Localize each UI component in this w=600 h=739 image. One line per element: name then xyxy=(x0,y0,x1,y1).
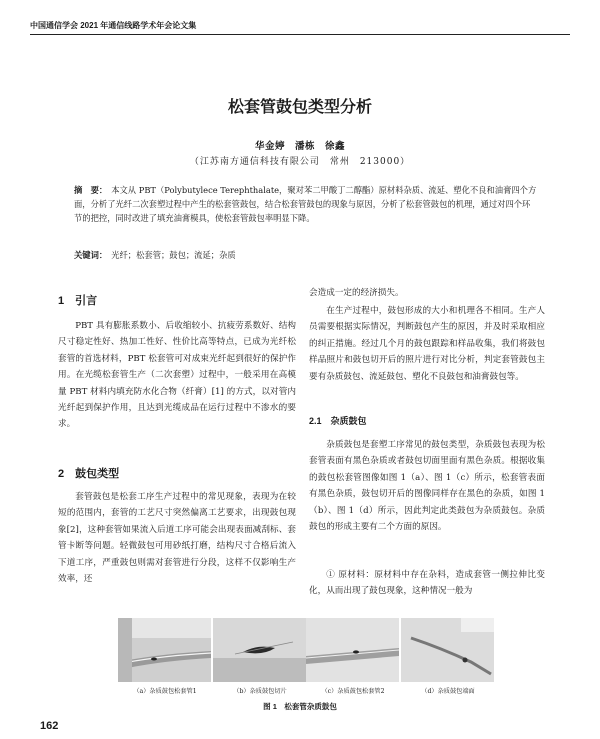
figure-1d-caption: （d）杂质鼓包端面 xyxy=(421,688,475,695)
keywords xyxy=(74,249,538,261)
keywords-label: 关键词： xyxy=(74,250,108,260)
section-1-heading: 1 引言 xyxy=(58,295,98,307)
figure-1b-caption: （b）杂质鼓包切片 xyxy=(233,688,287,695)
paper-affiliation: （江苏南方通信科技有限公司 常州 213000） xyxy=(189,157,411,167)
keywords-text: 光纤；松套管；鼓包；流延；杂质 xyxy=(111,250,236,260)
header-divider xyxy=(30,34,570,35)
section-2-1-paragraph-2: ① 原材料：原材料中存在杂料，造成套管一侧拉伸比变化，从而出现了鼓包现象，这种情况一般为 xyxy=(309,570,545,597)
figure-1a-caption: （a）杂质鼓包松套管1 xyxy=(133,688,197,695)
figure-1d-image xyxy=(401,618,494,682)
figure-1b-image xyxy=(213,618,306,682)
paper-title: 松套管鼓包类型分析 xyxy=(227,99,372,116)
abstract-label: 摘 要： xyxy=(74,185,108,195)
paper-authors: 华金婷 潘栋 徐鑫 xyxy=(254,141,345,152)
section-2-heading: 2 鼓包类型 xyxy=(58,468,120,480)
running-header: 中国通信学会 2021 年通信线路学术年会论文集 xyxy=(30,21,197,30)
section-2-1-heading: 2.1 杂质鼓包 xyxy=(309,416,367,426)
abstract-text: 本文从 PBT（Polybutylece Terephthalate，聚对苯二甲酸丁二醇酯）原材料杂质、流延、塑化不良和油膏四个方面，分析了光纤二次套塑过程中产生的松套管鼓包，结合松套管鼓包的现象与原因，分析了松套管鼓包的机理，通过对四个环节的把控，同时改进了填充油膏模具，使松套管鼓包率明显下降。 xyxy=(74,185,537,224)
abstract xyxy=(74,183,538,226)
figure-1a-image xyxy=(118,618,211,682)
section-1-paragraph: PBT 具有膨胀系数小、后收缩较小、抗疲劳系数好、结构尺寸稳定性好、热加工性好、性价比高等特点，已成为光纤松套管的首选材料，PBT 松套管可对成束光纤起到很好的保护作用。在光缆松套管生产（二次套塑）过程中，一般采用在高模量 PBT 材料内填充防水化合物（纤膏）[1] 的方式，以对管内光纤起到保护作用，且达到光缆成品在运行过程中不渗水的要求。 xyxy=(58,321,296,430)
figure-1c-caption: （c）杂质鼓包松套管2 xyxy=(321,688,385,695)
section-2-paragraph: 套管鼓包是松套工序生产过程中的常见现象，表现为在较短的范围内，套管的工艺尺寸突然偏离工艺要求，出现鼓包现象[2]，这种套管如果流入后道工序可能会出现表面减刮标、套管卡断等问题。轻微鼓包可用砂纸打磨，结构尺寸合格后流入下道工序，严重鼓包则需对套管进行分段，这样不仅影响生产效率，还 xyxy=(58,492,296,585)
figure-1-title: 图 1 松套管杂质鼓包 xyxy=(263,702,337,711)
right-column-paragraph: 在生产过程中，鼓包形成的大小和机理各不相同。生产人员需要根据实际情况，判断鼓包产生的原因，并及时采取相应的纠正措施。经过几个月的鼓包跟踪和样品收集，我们将鼓包样品照片和鼓包切开后的照片进行对比分析，判定套管鼓包主要有杂质鼓包、流延鼓包、塑化不良鼓包和油膏鼓包等。 xyxy=(309,306,545,382)
page-number: 162 xyxy=(40,720,59,732)
right-column-continuation: 会造成一定的经济损失。 xyxy=(309,288,404,298)
section-2-1-paragraph: 杂质鼓包是套塑工序常见的鼓包类型，杂质鼓包表现为松套管表面有黑色杂质或者鼓包切面里面有黑色杂质。根据收集的鼓包松套管图像如图 1（a）、图 1（c）所示，松套管表面有黑色杂质，鼓包切开后的图像同样存在黑色的杂质，如图 1（b）、图 1（d）所示，因此判定此类鼓包为杂质鼓包。杂质鼓包的形成主要有二个方面的原因。 xyxy=(309,440,545,533)
figure-1c-image xyxy=(306,618,399,682)
